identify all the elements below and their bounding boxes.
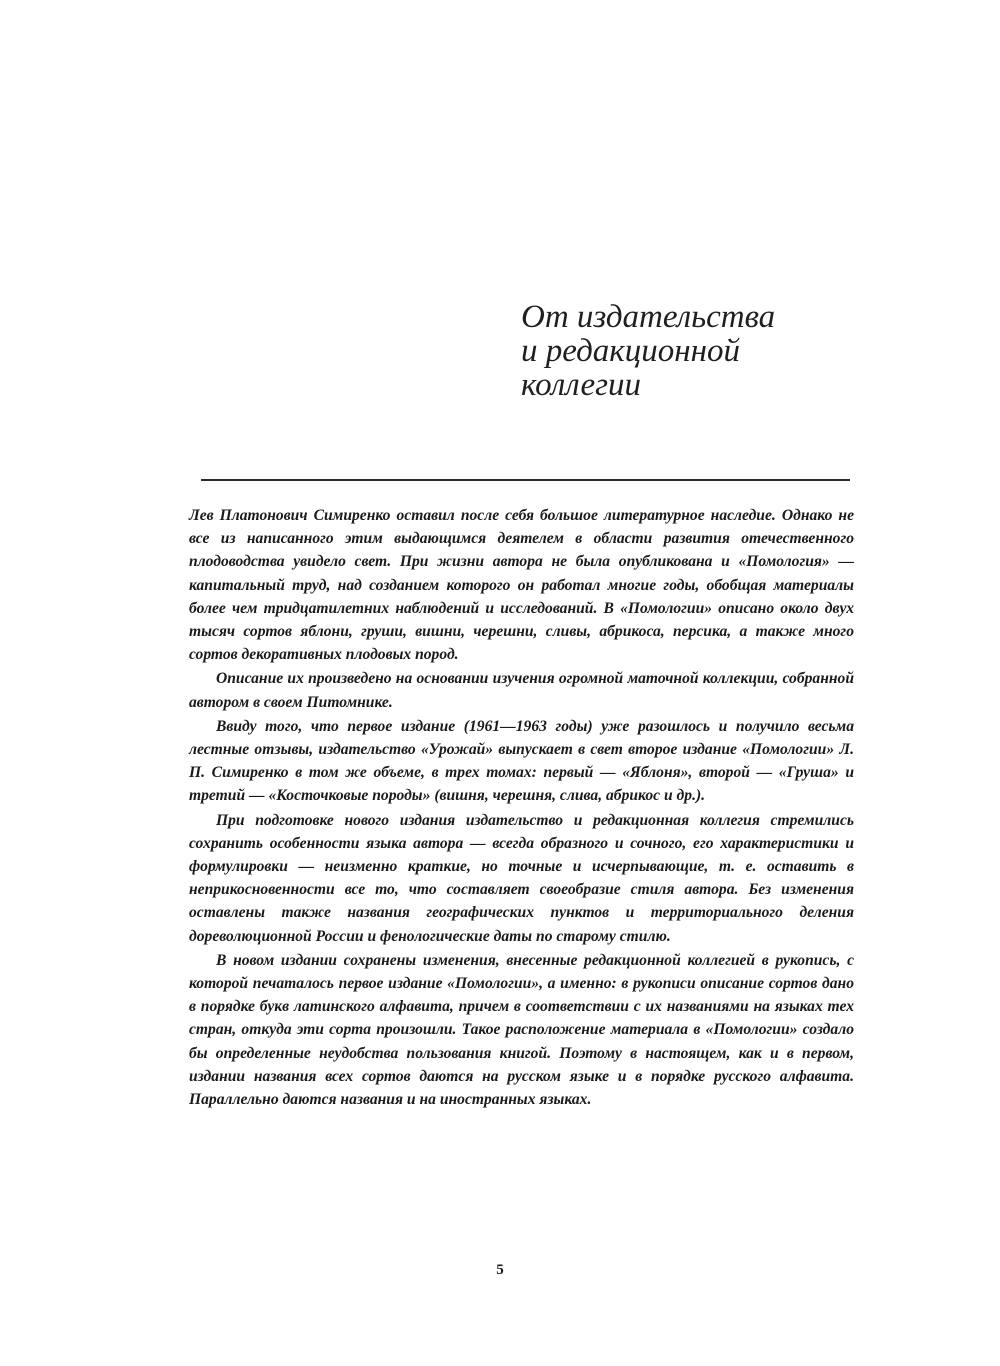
paragraph-3: Ввиду того, что первое издание (1961—1963 годы) уже разошлось и получило весьма лестные отзывы, издательство «Урожай» выпускает в свет второе издание «Помологии» Л. П. Симиренко в том же объеме, в трех томах: первый — «Яблоня», второй — «Груша» и третий — «Косточковые породы» (вишня, черешня, слива, абрикос и др.). xyxy=(189,717,854,805)
title-line-3: коллегии xyxy=(521,367,641,403)
title-line-2: и редакционной xyxy=(521,333,740,369)
paragraph-1: Лев Платонович Симиренко оставил после себя большое литературное наследие. Однако не все из написанного этим выдающимся деятелем в области развития отечественного плодоводства увидело свет. При жизни автора не была опубликована и «Помология» — капитальный труд, над созданием которого он работал многие годы, обобщая материалы более чем тридцатилетних наблюдений и исследований. В «Помологии» описано около двух тысяч сортов яблони, груши, вишни, черешни, сливы, абрикоса, персика, а также много сортов декоративных плодовых пород. xyxy=(189,507,854,664)
page-title xyxy=(521,300,881,402)
title-line-1: От издательства xyxy=(521,299,776,335)
body-text xyxy=(189,504,854,1111)
paragraph-2: Описание их произведено на основании изучения огромной маточной коллекции, собранной автором в своем Питомнике. xyxy=(189,670,854,711)
paragraph-5: В новом издании сохранены изменения, внесенные редакционной коллегией в рукопись, с которой печаталось первое издание «Помологии», а именно: в рукописи описание сортов дано в порядке букв латинского алфавита, причем в соответствии с их названиями на языках тех стран, откуда эти сорта произошли. Такое расположение материала в «Помологии» создало бы определенные неудобства пользования книгой. Поэтому в настоящем, как и в первом, издании названия всех сортов даются на русском языке и в порядке русского алфавита. Параллельно даются названия и на иностранных языках. xyxy=(189,951,854,1109)
paragraph-4: При подготовке нового издания издательство и редакционная коллегия стремились сохранить особенности языка автора — всегда образного и сочного, его характеристики и формулировки — неизменно краткие, но точные и исчерпывающие, т. е. оставить в неприкосновенности все то, что составляет своеобразие стиля автора. Без изменения оставлены также названия географических пунктов и территориального деления дореволюционной России и фенологические даты по старому стилю. xyxy=(189,811,854,945)
title-divider xyxy=(201,479,850,481)
page-number: 5 xyxy=(496,1262,504,1278)
